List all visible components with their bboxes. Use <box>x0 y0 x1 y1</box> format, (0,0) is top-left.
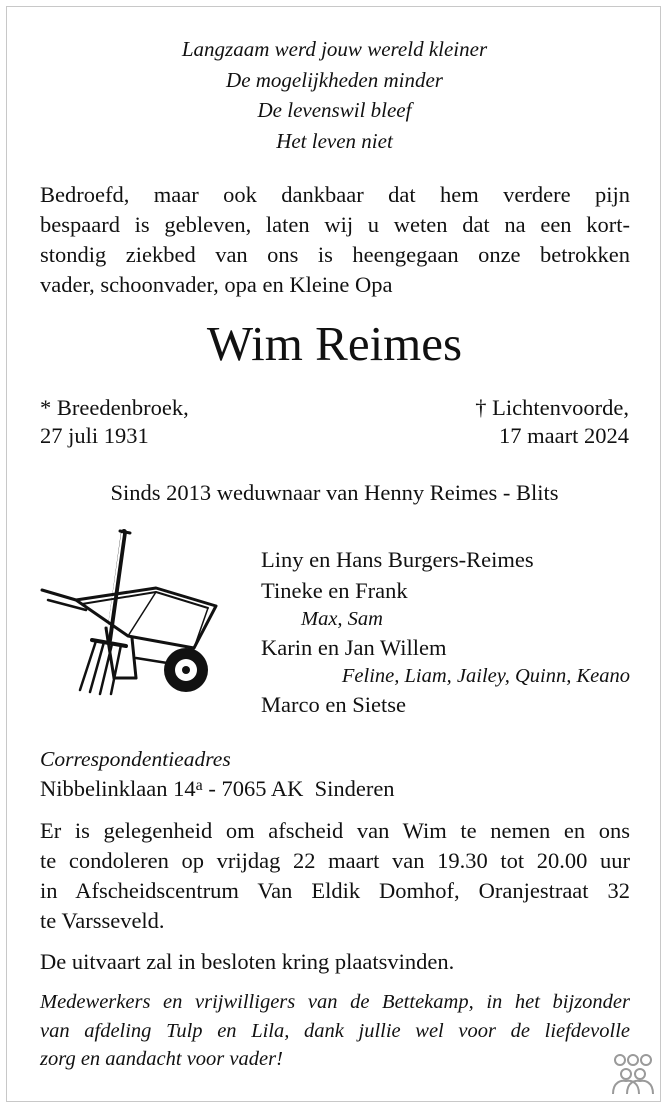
deceased-name: Wim Reimes <box>206 316 463 371</box>
farewell-line: te Varsseveld. <box>40 908 165 933</box>
wheelbarrow-with-pitchfork-icon <box>36 528 226 718</box>
family-names: Liny en Hans Burgers-Reimes <box>261 547 534 572</box>
death-place: † Lichtenvoorde, <box>475 395 629 420</box>
poem-line: Langzaam werd jouw wereld kleiner <box>181 37 488 61</box>
intro-line: stondig ziekbed van ons is heengegaan onze betrokken <box>40 242 630 267</box>
correspondence-label: Correspondentieadres <box>40 747 231 771</box>
poem-line: Het leven niet <box>276 128 393 153</box>
intro-line: vader, schoonvader, opa en Kleine Opa <box>40 272 393 297</box>
poem-line: De mogelijkheden minder <box>226 67 443 92</box>
thanks-line: zorg en aandacht voor vader! <box>40 1048 283 1070</box>
farewell-line: Er is gelegenheid om afscheid van Wim te nemen en ons <box>40 818 630 843</box>
birth-info <box>40 394 189 450</box>
thanks-paragraph <box>40 988 630 1074</box>
family-list <box>261 544 630 720</box>
farewell-paragraph <box>40 816 630 936</box>
address-street: Nibbelinklaan 14 <box>40 776 196 801</box>
funeral-notice: De uitvaart zal in besloten kring plaatsvinden. <box>40 949 455 974</box>
intro-paragraph <box>40 180 630 300</box>
family-names: Marco en Sietse <box>261 692 406 717</box>
birth-place: * Breedenbroek, <box>40 395 189 420</box>
poem <box>0 34 669 156</box>
intro-line: bespaard is gebleven, laten wij u weten dat na een kort- <box>40 212 630 237</box>
people-group-icon <box>609 1052 657 1096</box>
farewell-line: in Afscheidscentrum Van Eldik Domhof, Oranjestraat 32 <box>40 878 630 903</box>
death-date: 17 maart 2024 <box>499 423 629 448</box>
widower-line: Sinds 2013 weduwnaar van Henny Reimes - Blits <box>110 480 559 505</box>
grandchildren: Max, Sam <box>301 608 383 630</box>
family-names: Karin en Jan Willem <box>261 635 447 660</box>
farewell-line: te condoleren op vrijdag 22 maart van 19.30 tot 20.00 uur <box>40 848 630 873</box>
thanks-line: Medewerkers en vrijwilligers van de Bettekamp, in het bijzonder <box>40 991 630 1013</box>
birth-date: 27 juli 1931 <box>40 423 149 448</box>
address-postcode-city: - 7065 AK Sinderen <box>202 776 395 801</box>
address-number-suffix: a <box>195 777 203 794</box>
intro-line: Bedroefd, maar ook dankbaar dat hem verdere pijn <box>40 182 630 207</box>
address-line <box>40 774 395 804</box>
grandchildren: Feline, Liam, Jailey, Quinn, Keano <box>341 665 630 687</box>
thanks-line: van afdeling Tulp en Lila, dank jullie wel voor de liefdevolle <box>40 1019 630 1042</box>
correspondence-address <box>40 744 395 804</box>
poem-line: De levenswil bleef <box>257 98 412 122</box>
family-names: Tineke en Frank <box>261 578 408 603</box>
death-info <box>475 394 629 450</box>
